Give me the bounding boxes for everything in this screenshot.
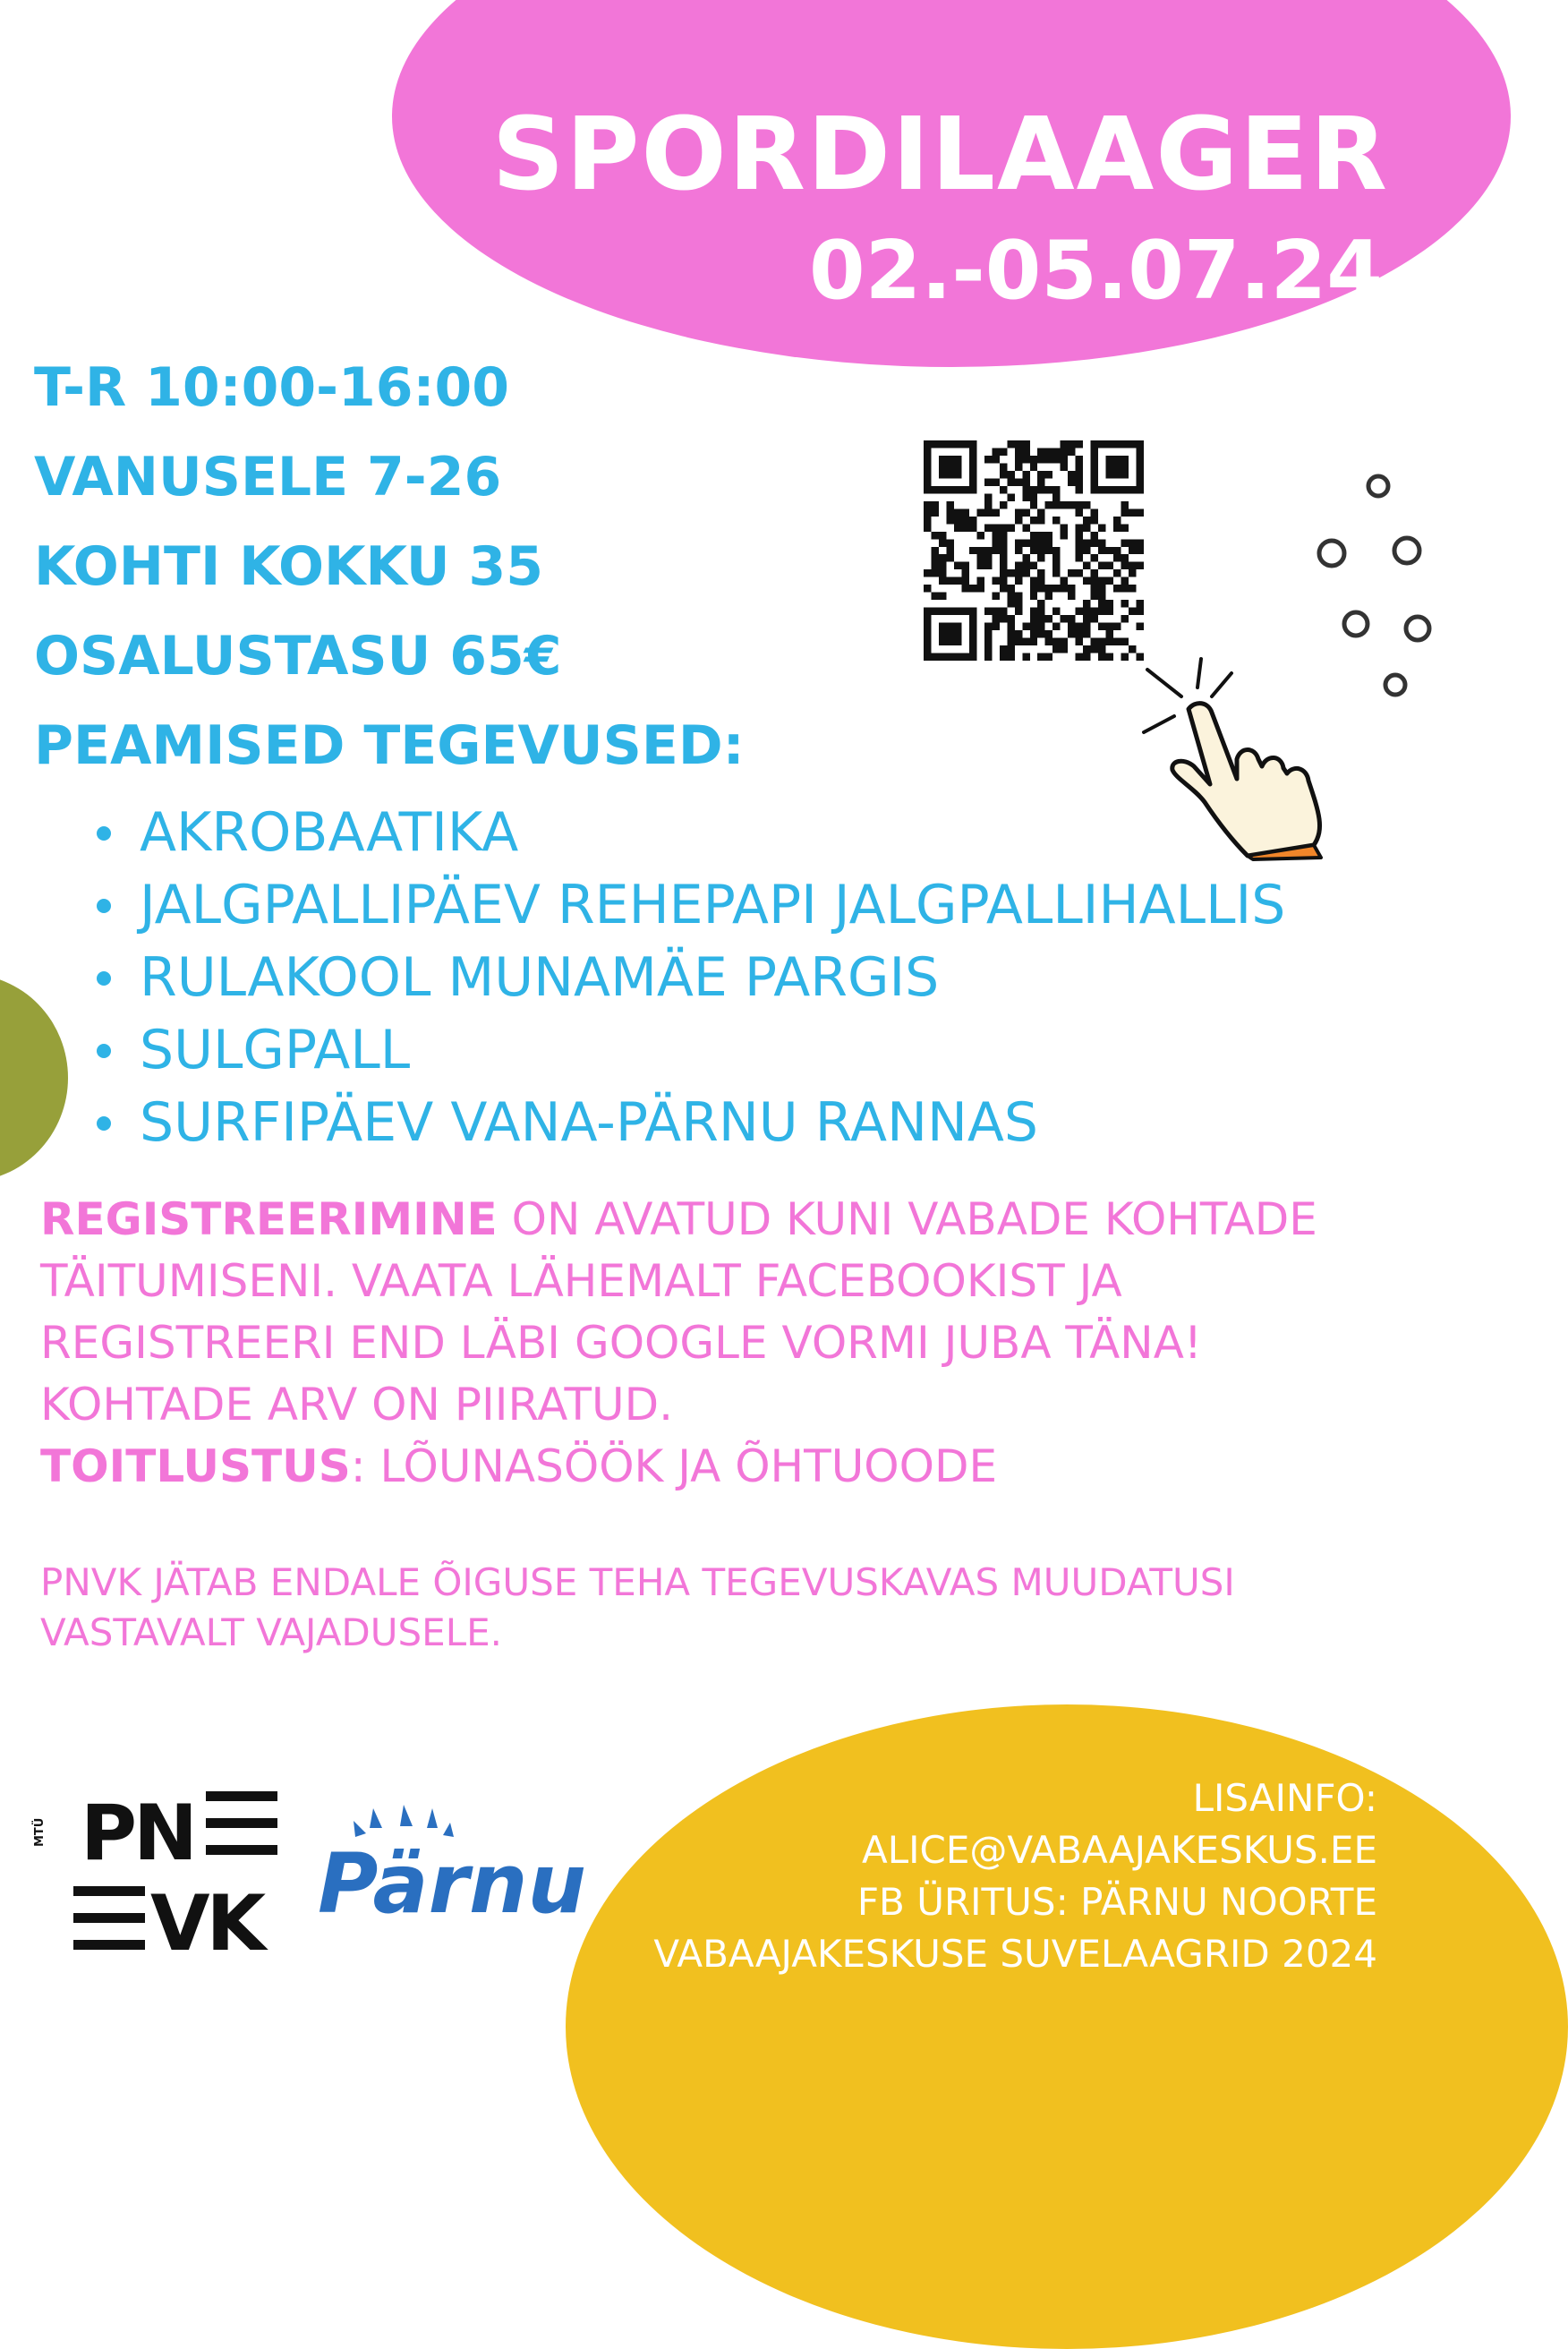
list-item: RULAKOOL MUNAMÄE PARGIS (89, 942, 1285, 1014)
pnvk-logo-small-text: MTÜ (33, 1817, 47, 1847)
olive-side-blob (0, 974, 68, 1182)
registration-text: ON AVATUD KUNI VABADE KOHTADE TÄITUMISENI. VAATA LÄHEMALT FACEBOOKIST JA REGISTREERI END LÄBI GOOGLE VORMI JUBA TÄNA! KOHTADE ARV ON PIIRATUD. (40, 1193, 1317, 1431)
registration-paragraph (40, 1189, 1401, 1498)
total-places: KOHTI KOKKU 35 (34, 535, 544, 598)
page-title: SPORDILAAGER (491, 97, 1389, 213)
food-text: : LÕUNASÖÖK JA ÕHTUOODE (350, 1440, 998, 1492)
pnvk-logo-bottom-text: VK (150, 1879, 263, 1969)
list-item: AKROBAATIKA (89, 797, 1285, 869)
pnvk-logo (33, 1786, 285, 1969)
contact-info (653, 1772, 1377, 1980)
activities-heading: PEAMISED TEGEVUSED: (34, 714, 745, 777)
age-range: VANUSELE 7-26 (34, 446, 502, 508)
facebook-event-line2: VABAAJAKESKUSE SUVELAAGRID 2024 (653, 1932, 1377, 1976)
participation-fee: OSALUSTASU 65€ (34, 625, 562, 688)
list-item: SURFIPÄEV VANA-PÄRNU RANNAS (89, 1087, 1285, 1159)
facebook-event-line1: FB ÜRITUS: PÄRNU NOORTE (856, 1880, 1377, 1924)
parnu-city-logo (318, 1801, 586, 1944)
qr-code[interactable] (924, 440, 1144, 661)
list-item: SULGPALL (89, 1014, 1285, 1087)
pointing-hand-icon (1137, 653, 1342, 859)
event-dates: 02.-05.07.24 (809, 224, 1383, 318)
schedule-time: T-R 10:00-16:00 (34, 356, 509, 419)
activities-list (89, 797, 1285, 1159)
registration-label: REGISTREERIMINE (40, 1193, 498, 1245)
list-item: JALGPALLIPÄEV REHEPAPI JALGPALLIHALLIS (89, 869, 1285, 942)
parnu-logo-text: Pärnu (318, 1836, 586, 1932)
contact-label: LISAINFO: (1192, 1776, 1377, 1820)
contact-email[interactable]: ALICE@VABAAJAKESKUS.EE (862, 1828, 1377, 1872)
schedule-notice: PNVK JÄTAB ENDALE ÕIGUSE TEHA TEGEVUSKAVAS MUUDATUSI VASTAVALT VAJADUSELE. (40, 1560, 1235, 1654)
food-label: TOITLUSTUS (40, 1440, 351, 1492)
pnvk-logo-top-text: PN (81, 1789, 195, 1878)
